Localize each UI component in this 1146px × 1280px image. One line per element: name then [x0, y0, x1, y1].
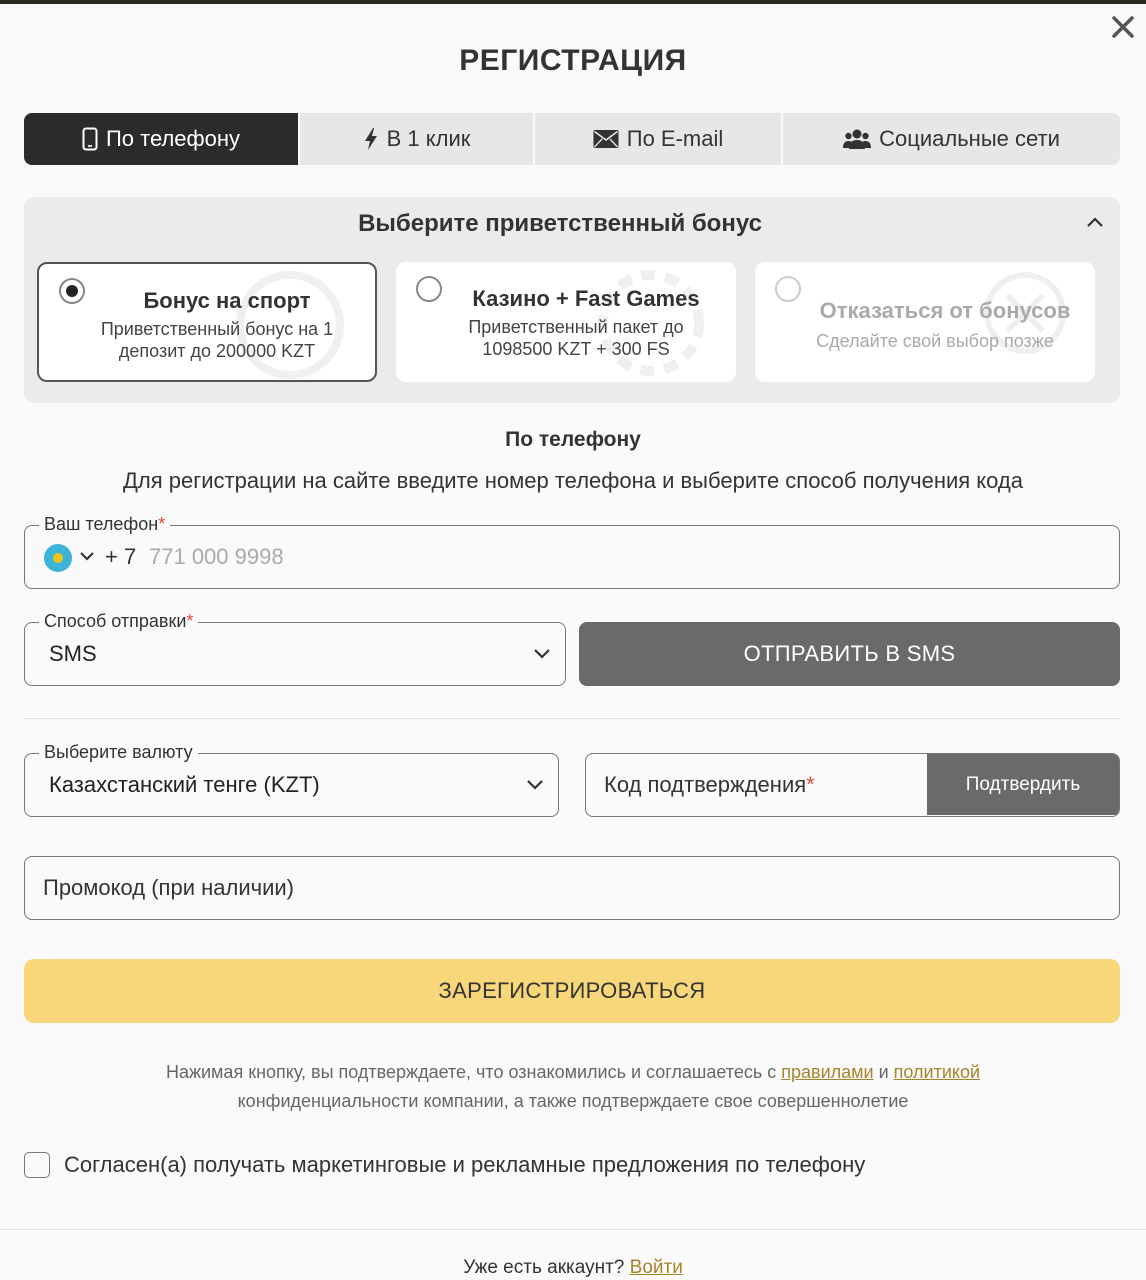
- currency-label: Выберите валюту: [39, 742, 198, 763]
- confirm-code-input[interactable]: [586, 754, 928, 815]
- terms-prefix: Нажимая кнопку, вы подтверждаете, что ознакомились и соглашаетесь с: [165, 1062, 777, 1082]
- tab-email[interactable]: [535, 113, 783, 165]
- tab-label: В 1 клик: [386, 126, 471, 151]
- phone-field[interactable]: [24, 514, 1120, 589]
- register-button[interactable]: ЗАРЕГИСТРИРОВАТЬСЯ: [24, 959, 1120, 1023]
- close-icon: [1111, 15, 1135, 39]
- bonus-option-title: Отказаться от бонусов: [819, 298, 1071, 323]
- divider: [24, 718, 1120, 719]
- promo-field[interactable]: [24, 856, 1120, 920]
- policy-link[interactable]: политикой: [893, 1062, 981, 1082]
- users-icon: [843, 128, 871, 150]
- collapse-button[interactable]: [1086, 215, 1104, 233]
- currency-select[interactable]: [24, 742, 559, 817]
- confirm-button[interactable]: Подтвердить: [927, 754, 1119, 815]
- confirm-code-field: [585, 753, 1120, 817]
- confirm-code-placeholder: Код подтверждения*: [604, 772, 815, 797]
- send-method-select[interactable]: [24, 611, 566, 686]
- chevron-up-icon: [1086, 216, 1104, 228]
- send-sms-button[interactable]: ОТПРАВИТЬ В SMS: [579, 622, 1120, 686]
- phone-input[interactable]: [149, 538, 1049, 576]
- section-title: По телефону: [505, 428, 641, 451]
- section-description: Для регистрации на сайте введите номер телефона и выберите способ получения кода: [123, 468, 1023, 493]
- bonus-title: Выберите приветственный бонус: [358, 210, 762, 237]
- bonus-option-decline[interactable]: [755, 262, 1095, 382]
- footer: [0, 1257, 1146, 1279]
- footer-divider: [0, 1229, 1146, 1230]
- bonus-option-sport[interactable]: [37, 262, 377, 382]
- send-method-value: SMS: [49, 641, 97, 666]
- modal-title: РЕГИСТРАЦИЯ: [459, 44, 687, 77]
- registration-tabs: [24, 113, 1120, 165]
- chevron-down-icon[interactable]: [79, 550, 95, 562]
- tab-label: Социальные сети: [879, 126, 1060, 151]
- consent-label: Согласен(а) получать маркетинговые и рекламные предложения по телефону: [64, 1152, 866, 1177]
- tab-one-click[interactable]: [300, 113, 535, 165]
- rules-link[interactable]: правилами: [781, 1062, 874, 1082]
- terms-and: и: [878, 1062, 889, 1082]
- promo-input[interactable]: [25, 857, 1119, 918]
- bonus-option-title: Казино + Fast Games: [472, 286, 700, 311]
- tab-label: По E-mail: [626, 126, 724, 151]
- login-link[interactable]: Войти: [629, 1257, 683, 1278]
- currency-value: Казахстанский тенге (KZT): [49, 772, 320, 797]
- tab-label: По телефону: [105, 126, 241, 151]
- tab-social[interactable]: [783, 113, 1120, 165]
- chevron-down-icon: [526, 778, 544, 790]
- bonus-section: [24, 197, 1120, 403]
- marketing-consent: [24, 1152, 865, 1178]
- phone-label: Ваш телефон*: [39, 514, 170, 535]
- registration-modal: [0, 4, 1146, 1280]
- phone-icon: [82, 127, 98, 151]
- lightning-icon: [363, 127, 379, 151]
- bonus-option-desc: Приветственный пакет до 1098500 KZT + 300 FS: [468, 317, 684, 359]
- consent-checkbox[interactable]: [24, 1152, 50, 1178]
- terms-text: [0, 1058, 1146, 1116]
- bonus-option-desc: Сделайте свой выбор позже: [816, 331, 1054, 351]
- kazakhstan-flag-icon: [44, 544, 72, 572]
- bonus-option-title: Бонус на спорт: [143, 288, 311, 313]
- bonus-option-casino[interactable]: [396, 262, 736, 382]
- tab-phone[interactable]: [24, 113, 300, 165]
- bonus-option-desc: Приветственный бонус на 1 депозит до 200000 KZT: [100, 319, 334, 361]
- terms-suffix: конфиденциальности компании, а также подтверждаете свое совершеннолетие: [237, 1091, 909, 1111]
- envelope-icon: [593, 129, 619, 149]
- chevron-down-icon: [533, 647, 551, 659]
- footer-text: Уже есть аккаунт?: [463, 1257, 625, 1278]
- send-method-label: Способ отправки*: [39, 611, 198, 632]
- country-code: + 7: [105, 544, 137, 569]
- close-button[interactable]: [1106, 10, 1140, 44]
